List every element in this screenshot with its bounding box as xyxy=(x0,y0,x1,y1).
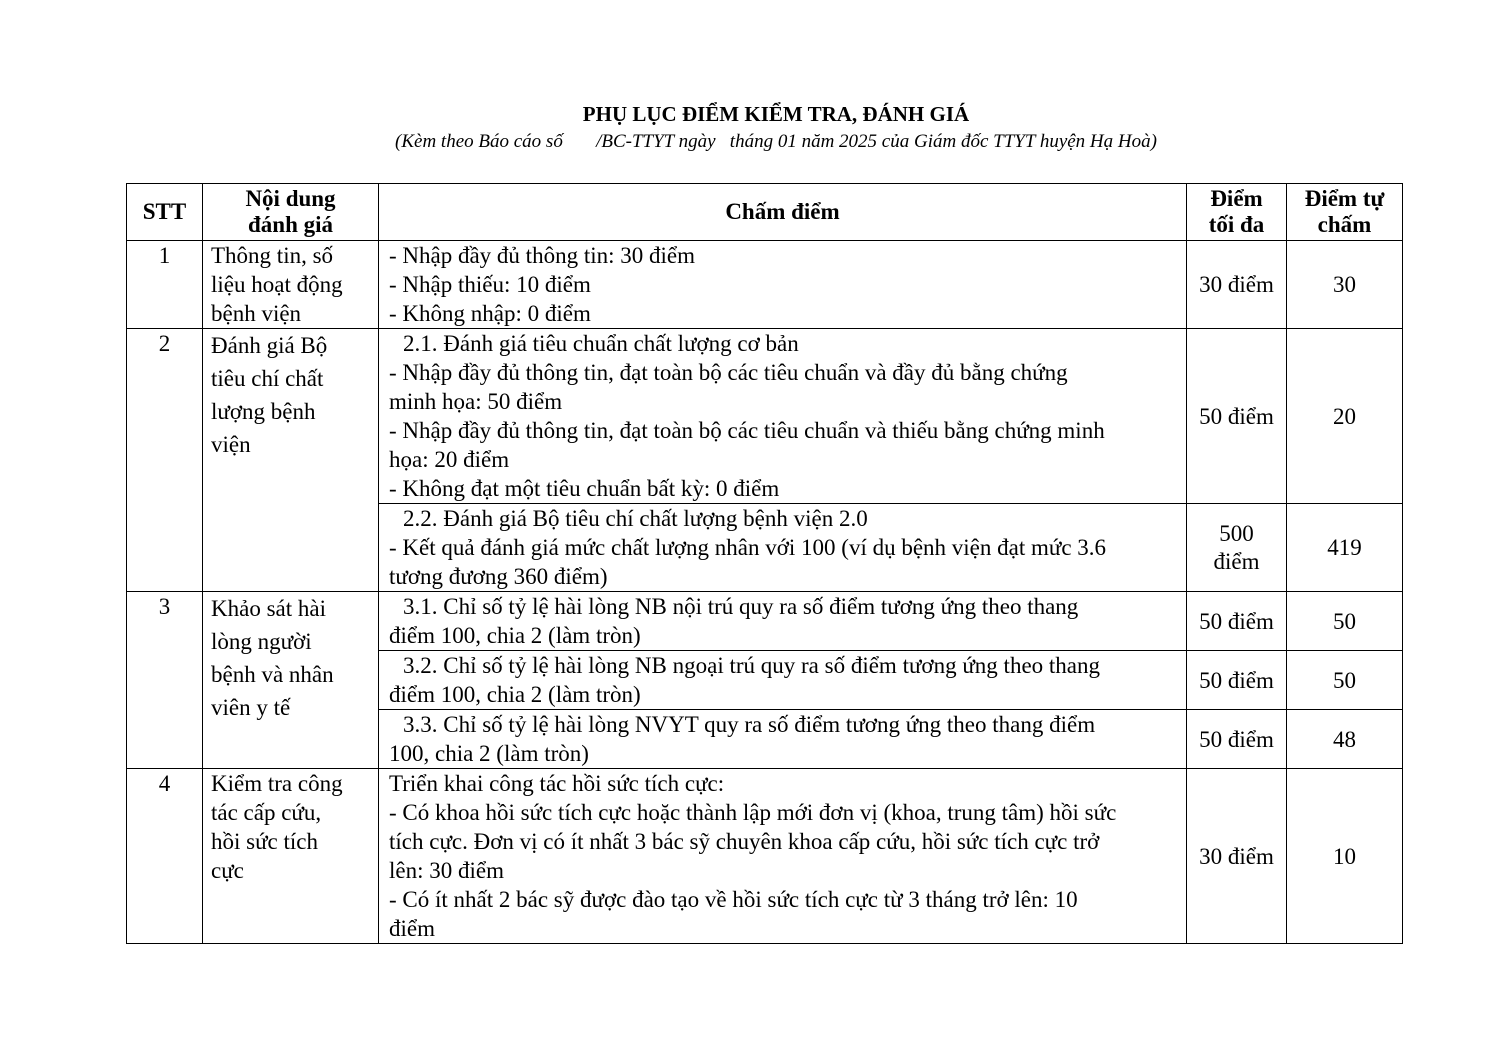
noi-dung-line: tác cấp cứu, xyxy=(211,800,322,825)
header-toi-da-line: tối đa xyxy=(1208,212,1265,237)
cham-diem-line: điểm 100, chia 2 (làm tròn) xyxy=(389,682,641,707)
row-cham-diem xyxy=(379,592,1187,651)
table-row xyxy=(127,241,1403,329)
row-cham-diem xyxy=(379,504,1187,592)
noi-dung-line: Khảo sát hài xyxy=(211,596,326,621)
row-toi-da: 50 điểm xyxy=(1187,651,1287,710)
noi-dung-line: liệu hoạt động xyxy=(211,272,343,297)
row-noi-dung xyxy=(203,241,379,329)
cham-diem-line: minh họa: 50 điểm xyxy=(389,389,563,414)
toi-da-line: 500 xyxy=(1219,520,1254,546)
header-toi-da-line: Điểm xyxy=(1210,186,1263,211)
cham-diem-line: - Kết quả đánh giá mức chất lượng nhân với 100 (ví dụ bệnh viện đạt mức 3.6 xyxy=(389,535,1107,560)
noi-dung-line: Thông tin, số xyxy=(211,243,334,268)
row-tu-cham: 50 xyxy=(1287,651,1403,710)
row-stt: 1 xyxy=(127,241,203,329)
row-tu-cham: 419 xyxy=(1287,504,1403,592)
table-row xyxy=(127,769,1403,944)
header-cham-diem: Chấm điểm xyxy=(379,184,1187,241)
cham-diem-line: lên: 30 điểm xyxy=(389,858,504,883)
header-tu-cham xyxy=(1287,184,1403,241)
row-toi-da xyxy=(1187,504,1287,592)
cham-diem-line: điểm 100, chia 2 (làm tròn) xyxy=(389,623,641,648)
cham-diem-line: 2.1. Đánh giá tiêu chuẩn chất lượng cơ bản xyxy=(403,331,799,356)
row-cham-diem xyxy=(379,329,1187,504)
noi-dung-line: viện xyxy=(211,432,251,457)
cham-diem-line: - Không nhập: 0 điểm xyxy=(389,301,591,326)
row-stt: 4 xyxy=(127,769,203,944)
cham-diem-line: họa: 20 điểm xyxy=(389,447,510,472)
row-stt: 2 xyxy=(127,329,203,592)
cham-diem-line: Triển khai công tác hồi sức tích cực: xyxy=(389,771,725,796)
row-tu-cham: 30 xyxy=(1287,241,1403,329)
document-subtitle: (Kèm theo Báo cáo số /BC-TTYT ngày tháng 01 năm 2025 của Giám đốc TTYT huyện Hạ Hoà) xyxy=(395,131,1157,152)
table-row xyxy=(127,592,1403,651)
row-toi-da: 30 điểm xyxy=(1187,769,1287,944)
document-title: PHỤ LỤC ĐIỂM KIỂM TRA, ĐÁNH GIÁ xyxy=(582,102,970,126)
cham-diem-line: - Không đạt một tiêu chuẩn bất kỳ: 0 điểm xyxy=(389,476,780,501)
scoring-table xyxy=(126,183,1403,944)
header-noi-dung-line: Nội dung xyxy=(245,186,336,211)
cham-diem-line: - Nhập đầy đủ thông tin, đạt toàn bộ các tiêu chuẩn và thiếu bằng chứng minh xyxy=(389,418,1105,443)
noi-dung-line: tiêu chí chất xyxy=(211,366,324,391)
row-noi-dung xyxy=(203,592,379,769)
row-toi-da: 50 điểm xyxy=(1187,710,1287,769)
row-toi-da: 30 điểm xyxy=(1187,241,1287,329)
header-tu-cham-line: Điểm tự xyxy=(1304,186,1385,211)
noi-dung-line: viên y tế xyxy=(211,695,291,720)
header-stt: STT xyxy=(127,184,203,241)
cham-diem-line: - Nhập thiếu: 10 điểm xyxy=(389,272,591,297)
header-tu-cham-line: chấm xyxy=(1317,212,1372,237)
cham-diem-line: 3.2. Chỉ số tỷ lệ hài lòng NB ngoại trú quy ra số điểm tương ứng theo thang xyxy=(403,653,1100,678)
cham-diem-line: 3.3. Chỉ số tỷ lệ hài lòng NVYT quy ra số điểm tương ứng theo thang điểm xyxy=(403,712,1096,737)
row-tu-cham: 10 xyxy=(1287,769,1403,944)
cham-diem-line: - Có khoa hồi sức tích cực hoặc thành lập mới đơn vị (khoa, trung tâm) hồi sức xyxy=(389,800,1117,825)
cham-diem-line: 2.2. Đánh giá Bộ tiêu chí chất lượng bệnh viện 2.0 xyxy=(403,506,868,531)
noi-dung-line: lòng người xyxy=(211,629,312,654)
row-tu-cham: 48 xyxy=(1287,710,1403,769)
table-row xyxy=(127,329,1403,504)
noi-dung-line: bệnh viện xyxy=(211,301,302,326)
row-tu-cham: 20 xyxy=(1287,329,1403,504)
toi-da-line: điểm xyxy=(1213,548,1260,574)
cham-diem-line: - Nhập đầy đủ thông tin: 30 điểm xyxy=(389,243,695,268)
row-cham-diem xyxy=(379,651,1187,710)
cham-diem-line: 100, chia 2 (làm tròn) xyxy=(389,741,589,766)
noi-dung-line: Đánh giá Bộ xyxy=(211,333,328,358)
row-tu-cham: 50 xyxy=(1287,592,1403,651)
noi-dung-line: cực xyxy=(211,858,244,883)
cham-diem-line: tương đương 360 điểm) xyxy=(389,564,608,589)
table-header-row xyxy=(127,184,1403,241)
noi-dung-line: lượng bệnh xyxy=(211,399,316,424)
row-toi-da: 50 điểm xyxy=(1187,329,1287,504)
noi-dung-line: hồi sức tích xyxy=(211,829,319,854)
header-noi-dung xyxy=(203,184,379,241)
cham-diem-line: tích cực. Đơn vị có ít nhất 3 bác sỹ chuyên khoa cấp cứu, hồi sức tích cực trở xyxy=(389,829,1100,854)
row-noi-dung xyxy=(203,329,379,592)
noi-dung-line: Kiểm tra công xyxy=(211,771,343,796)
cham-diem-line: - Có ít nhất 2 bác sỹ được đào tạo về hồi sức tích cực từ 3 tháng trở lên: 10 xyxy=(389,887,1078,912)
header-toi-da xyxy=(1187,184,1287,241)
row-cham-diem xyxy=(379,769,1187,944)
row-cham-diem xyxy=(379,241,1187,329)
row-cham-diem xyxy=(379,710,1187,769)
cham-diem-line: 3.1. Chỉ số tỷ lệ hài lòng NB nội trú quy ra số điểm tương ứng theo thang xyxy=(403,594,1079,619)
cham-diem-line: điểm xyxy=(389,916,435,941)
noi-dung-line: bệnh và nhân xyxy=(211,662,334,687)
header-noi-dung-line: đánh giá xyxy=(247,212,333,237)
cham-diem-line: - Nhập đầy đủ thông tin, đạt toàn bộ các tiêu chuẩn và đầy đủ bằng chứng xyxy=(389,360,1068,385)
row-stt: 3 xyxy=(127,592,203,769)
row-toi-da: 50 điểm xyxy=(1187,592,1287,651)
row-noi-dung xyxy=(203,769,379,944)
